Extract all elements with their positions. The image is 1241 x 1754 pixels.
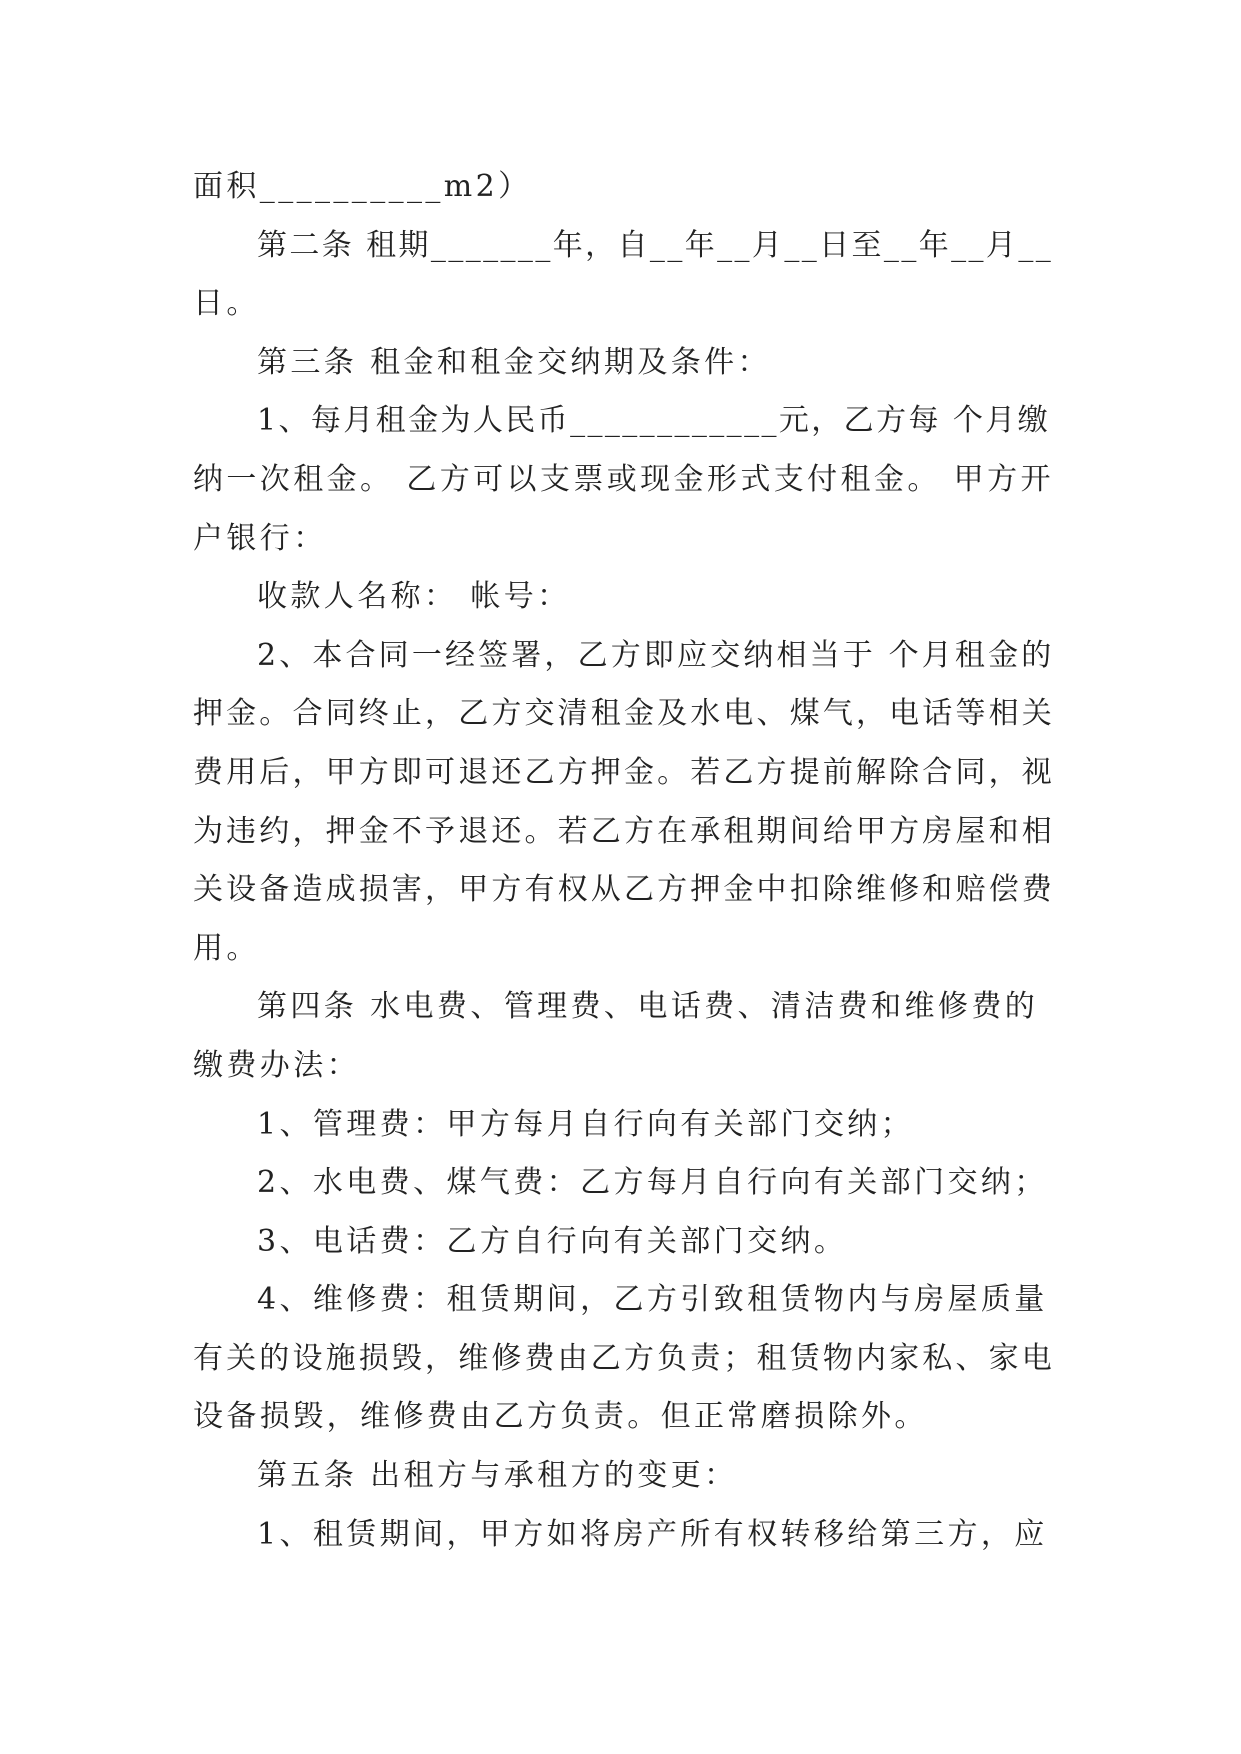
text-line: 第三条 租金和租金交纳期及条件： [257,344,771,380]
text-line: 日。 [193,286,260,322]
text-line: 押金。合同终止，乙方交清租金及水电、煤气，电话等相关 [193,696,1055,732]
text-line: 第五条 出租方与承租方的变更： [257,1458,738,1494]
text-line: 费用后，甲方即可退还乙方押金。若乙方提前解除合同，视 [193,754,1055,790]
text-line: 关设备造成损害，甲方有权从乙方押金中扣除维修和赔偿费 [193,872,1055,908]
text-line: 3、电话费：乙方自行向有关部门交纳。 [257,1223,848,1259]
text-line: 1、每月租金为人民币____________元，乙方每 个月缴 [257,403,1051,439]
text-line: 4、维修费：租赁期间，乙方引致租赁物内与房屋质量 [257,1282,1048,1318]
text-line: 有关的设施损毁，维修费由乙方负责；租赁物内家私、家电 [193,1340,1055,1376]
text-line: 缴费办法： [193,1047,360,1083]
document-body [193,158,1057,1564]
text-line: 纳一次租金。 乙方可以支票或现金形式支付租金。 甲方开 [193,461,1054,497]
text-line: 面积__________m2） [193,169,532,204]
text-line: 第二条 租期_______年，自__年__月__日至__年__月__ [257,227,1054,263]
text-line: 收款人名称： 帐号： [257,579,571,615]
text-line: 设备损毁，维修费由乙方负责。但正常磨损除外。 [193,1399,928,1435]
text-line: 为违约，押金不予退还。若乙方在承租期间给甲方房屋和相 [193,813,1055,849]
text-line: 1、租赁期间，甲方如将房产所有权转移给第三方，应 [257,1516,1048,1552]
text-line: 第四条 水电费、管理费、电话费、清洁费和维修费的 [257,989,1039,1025]
text-line: 2、本合同一经签署，乙方即应交纳相当于 个月租金的 [257,637,1055,673]
text-line: 2、水电费、煤气费：乙方每月自行向有关部门交纳； [257,1165,1048,1201]
text-line: 1、管理费：甲方每月自行向有关部门交纳； [257,1106,915,1142]
text-line: 户银行： [193,520,327,556]
text-line: 用。 [193,930,260,966]
